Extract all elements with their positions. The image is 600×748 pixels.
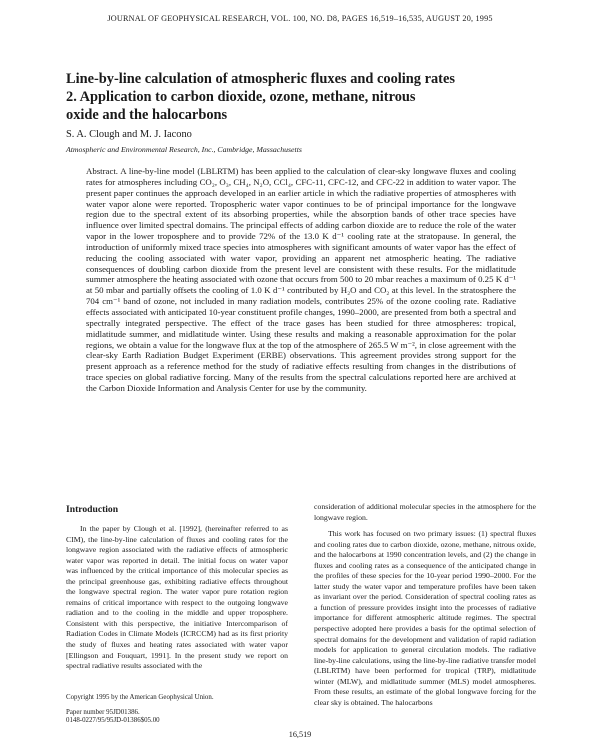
- title-line-1: Line-by-line calculation of atmospheric fluxes and cooling rates: [66, 71, 455, 87]
- copyright-footnote: [66, 694, 288, 726]
- section-heading-introduction: Introduction: [66, 504, 119, 515]
- paper-code: 0148-0227/95/95JD-01386$05.00: [66, 717, 160, 725]
- right-column: [314, 502, 536, 708]
- intro-paragraph-1-continued: consideration of additional molecular species in the atmosphere for the longwave region.: [314, 502, 536, 522]
- title-line-2: 2. Application to carbon dioxide, ozone, methane, nitrous: [66, 89, 416, 105]
- affiliation: Atmospheric and Environmental Research, Inc., Cambridge, Massachusetts: [66, 145, 302, 154]
- abstract-text: A line-by-line model (LBLRTM) has been applied to the calculation of clear-sky longwave fluxes and cooling rates for atmospheres including CO₂, O₃, CH₄, N₂O, CCl₄, CFC-11, CFC-12, and CFC-22 in addition to water vapor. The present paper continues the approach developed in an earlier article in which the radiative properties of atmospheres with water vapor alone were reported. Tropospheric water vapor continues to be of principal importance for the longwave region due to the spectral extent of its absorbing properties, while the absorption bands of other trace species have influence over limited spectral domains. The principal effects of adding carbon dioxide are to reduce the role of the water vapor in the lower troposphere and to provide 72% of the 13.0 K d⁻¹ cooling rate at the stratopause. In general, the introduction of uniformly mixed trace species into atmospheres with significant amounts of water vapor has the effect of reducing the cooling associated with water vapor, providing an apparent net atmospheric heating. The radiative consequences of doubling carbon dioxide from the present level are consistent with these results. For the midlatitude summer atmosphere the heating associated with ozone that occurs from 500 to 20 mbar reaches a maximum of 0.25 K d⁻¹ at 50 mbar and partially offsets the cooling of 1.0 K d⁻¹ contributed by H₂O and CO₂ at this level. In the stratosphere the 704 cm⁻¹ band of ozone, not included in many radiation models, contributes 25% of the ozone cooling rate. Radiative effects associated with anticipated 10-year constituent profile changes, 1990–2000, are presented from both a spectral and spectrally integrated perspective. The effect of the trace gases has been studied for three atmospheres: tropical, midlatitude summer, and midlatitude winter. Using these results and making a reasonable approximation for the polar regions, we obtain a value for the longwave flux at the top of the atmosphere of 265.5 W m⁻², in close agreement with the clear-sky Earth Radiation Budget Experiment (ERBE) observations. This agreement provides strong support for the present approach as a reference method for the study of radiative effects resulting from changes in the distributions of trace species on global radiative forcing. Many of the results from the spectral calculations reported here are archived at the Carbon Dioxide Information and Analysis Center for use by the community.: [86, 166, 516, 393]
- copyright-line: Copyright 1995 by the American Geophysical Union.: [66, 694, 214, 701]
- abstract: [86, 166, 516, 394]
- title-line-3: oxide and the halocarbons: [66, 107, 228, 123]
- page-number: 16,519: [288, 730, 312, 739]
- authors: S. A. Clough and M. J. Iacono: [66, 129, 192, 140]
- intro-paragraph-1: In the paper by Clough et al. [1992], (hereinafter referred to as CIM), the line-by-line calculation of fluxes and cooling rates for the longwave region associated with the radiative effects of atmospheric water vapor was reported in detail. The initial focus on water vapor was influenced by the critical importance of this molecular species as the principal greenhouse gas, exhibiting radiative effects throughout the longwave spectral region. The water vapor pure rotation region remains of critical importance with respect to the outgoing longwave radiation and to the cooling in the middle and upper troposphere. Consistent with this perspective, the initiative Intercomparison of Radiation Codes in Climate Models (ICRCCM) had as its first priority the study of fluxes and heating rates associated with water vapor [Ellingson and Fouquart, 1991]. In the present study we report on spectral radiative results associated with the: [66, 524, 288, 671]
- article-title: [66, 70, 536, 124]
- intro-paragraph-2: This work has focused on two primary issues: (1) spectral fluxes and cooling rates due to carbon dioxide, ozone, methane, nitrous oxide, and the halocarbons at 1990 concentration levels, and (2) the change in fluxes and cooling rates as a consequence of the anticipated change in the profiles of these species for the 10-year period 1990–2000. For the latter study the water vapor and temperature profiles have been taken as invariant over the period. Consideration of spectral cooling rates as a function of pressure provides insight into the processes of radiative importance for different atmospheric altitude regimes. The spectral perspective adopted here provides a basis for the optimal selection of spectral domains for the development and validation of rapid radiation models for application to general circulation models. The radiative line-by-line calculations, using the line-by-line radiative transfer model (LBLRTM) have been performed for tropical (TRP), midlatitude winter (MLW), and midlatitude summer (MLS) model atmospheres. From these results, an estimate of the global longwave forcing for the clear sky is obtained. The halocarbons: [314, 529, 536, 707]
- abstract-label: Abstract.: [86, 166, 119, 176]
- paper-number: Paper number 95JD01386.: [66, 708, 140, 716]
- left-column: [66, 504, 288, 672]
- journal-header: JOURNAL OF GEOPHYSICAL RESEARCH, VOL. 100, NO. D8, PAGES 16,519–16,535, AUGUST 20, 1995: [107, 14, 493, 23]
